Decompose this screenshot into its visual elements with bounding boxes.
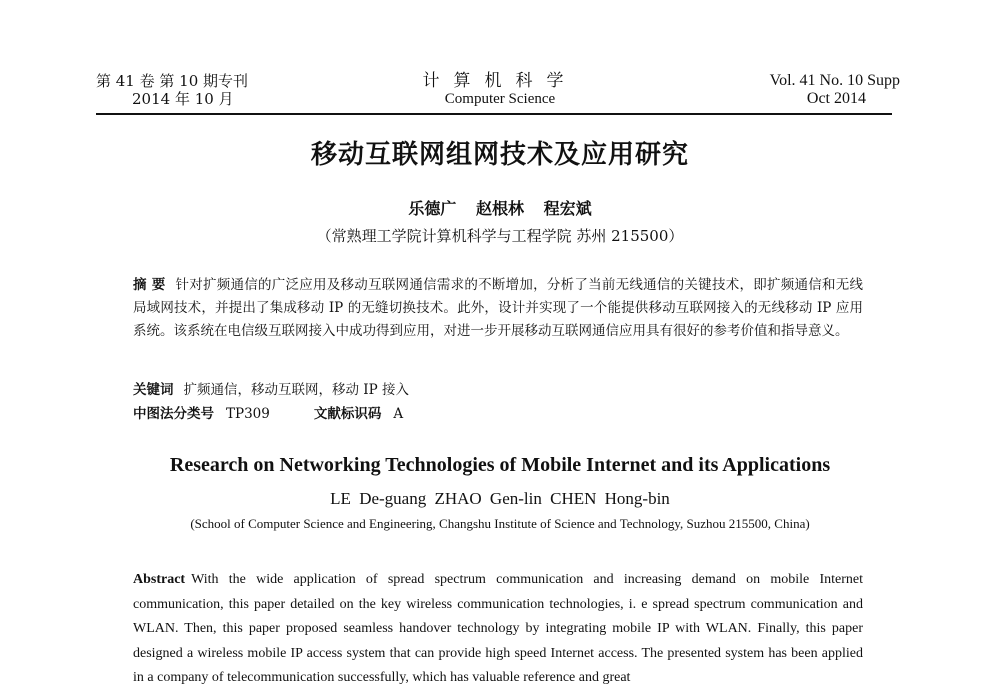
keywords-cn-label: 关键词 [133, 382, 174, 398]
journal-volume-header-en [770, 72, 900, 108]
journal-issue-header [96, 72, 248, 108]
clc-value: TP309 [226, 406, 270, 422]
abstract-en-label: Abstract [133, 572, 186, 587]
affiliation-cn: （常熟理工学院计算机科学与工程学院 苏州 215500） [316, 227, 684, 245]
abstract-en [133, 568, 863, 691]
authors-en: LE De-guang ZHAO Gen-lin CHEN Hong-bin [330, 489, 670, 508]
classification-line [133, 402, 403, 422]
journal-name-en: Computer Science [444, 91, 556, 107]
doc-code-value: A [393, 406, 404, 422]
abstract-cn-text: 针对扩频通信的广泛应用及移动互联网通信需求的不断增加，分析了当前无线通信的关键技术，即扩频通信和无线局域网技术，并提出了集成移动 IP 的无缝切换技术。此外，设计并实现了一个能提供移动互联网接入的无线移动 IP 应用系统。该系统在电信级互联网接入中成功得到应用，对进一步开展移动互联网通信应用具有很好的参考价值和指导意义。 [133, 277, 863, 339]
paper-title-cn: 移动互联网组网技术及应用研究 [310, 140, 689, 170]
volume-issue-en: Vol. 41 No. 10 Supp [769, 72, 900, 89]
abstract-cn [133, 274, 863, 343]
abstract-en-text: With the wide application of spread spectrum communication and increasing demand on mobile Internet communication, this paper detailed on the key wireless communication technologies, i. e spread spectrum communication and WLAN. Then, this paper proposed seamless handover technology by integrating mobile IP with WLAN. Finally, this paper designed a wireless mobile IP access system that can provide high speed Internet access. The presented system has been applied in a company of telecommunication successfully, which has valuable reference and great [133, 572, 863, 685]
clc-label: 中图法分类号 [133, 406, 214, 422]
keywords-cn [133, 378, 409, 398]
issue-date-cn: 2014 年 10 月 [132, 90, 234, 108]
issue-date-en: Oct 2014 [806, 90, 866, 107]
header-rule [96, 113, 892, 115]
paper-title-en: Research on Networking Technologies of Mobile Internet and its Applications [169, 454, 831, 476]
journal-name-cn: 计算机科学 [422, 71, 578, 91]
volume-issue: 第 41 卷 第 10 期专刊 [96, 72, 249, 90]
keywords-cn-text: 扩频通信，移动互联网，移动 IP 接入 [183, 382, 409, 398]
affiliation-en: (School of Computer Science and Engineering, Changshu Institute of Science and Technology, Suzhou 215500, China) [190, 516, 810, 531]
abstract-cn-label: 摘 要 [133, 277, 166, 293]
authors-cn: 乐德广 赵根林 程宏斌 [408, 199, 592, 218]
doc-code-label: 文献标识码 [313, 406, 382, 422]
